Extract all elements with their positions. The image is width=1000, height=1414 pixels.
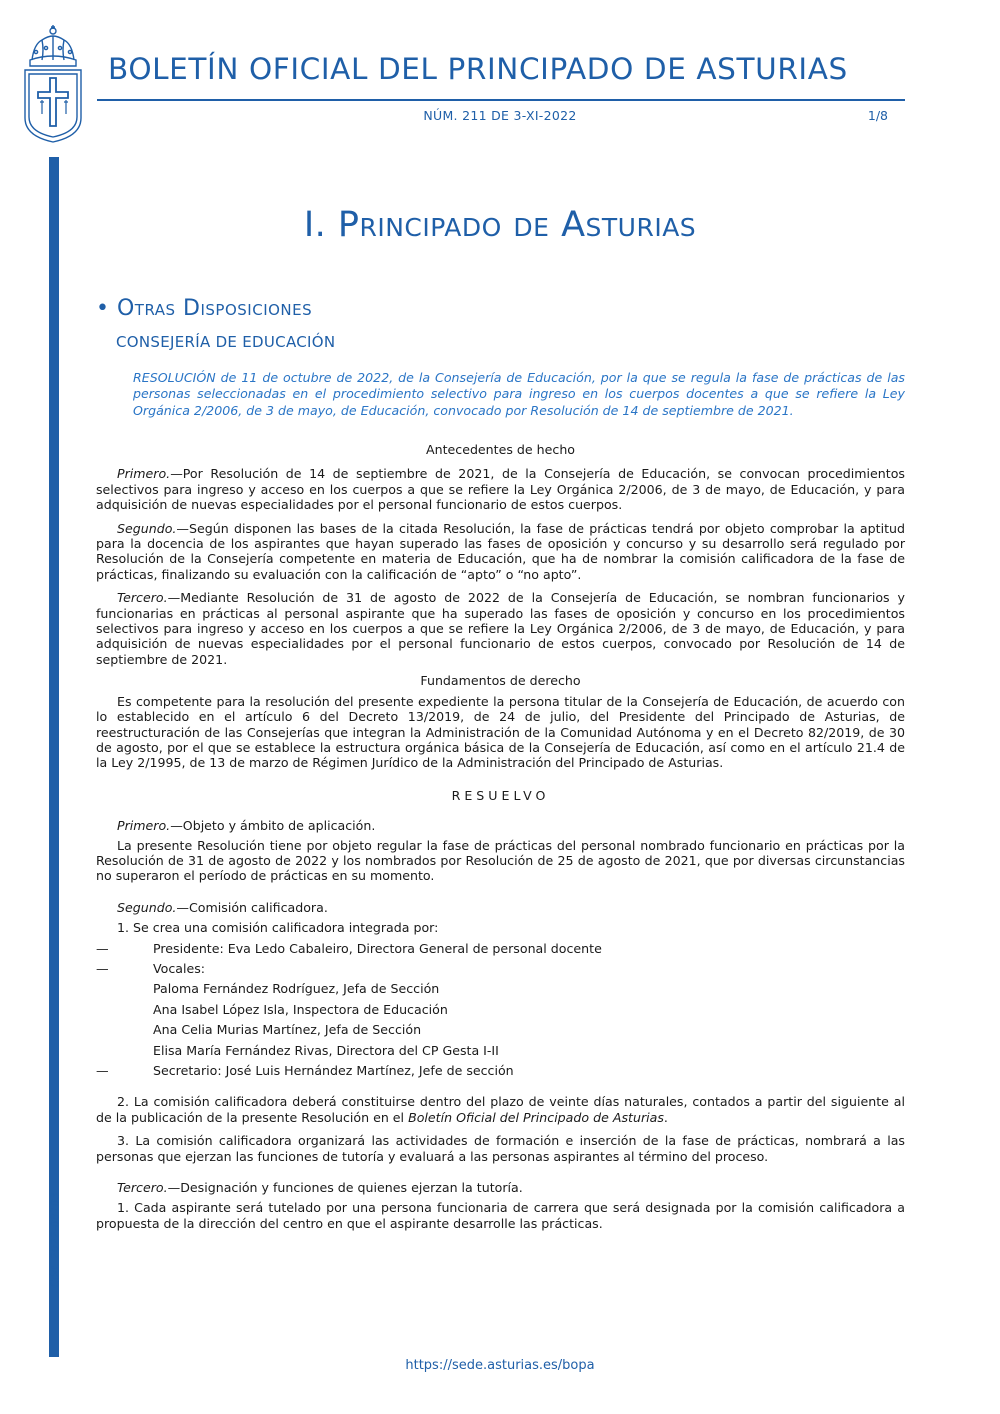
page-number: 1/8 (867, 108, 888, 123)
antecedentes-tercero: Tercero.—Mediante Resolución de 31 de agosto de 2022 de la Consejería de Educación, se nombran funcionarios y funcionarias en prácticas al personal aspirante que ha superado las fases de oposición y concurso en los procedimientos selectivos para ingreso y acceso en los cuerpos a que se refiere la Ley Orgánica 2/2006, de 3 de mayo, de Educación, y para adquisición de nuevas especialidades por el personal funcionario de estos cuerpos, convocado por Resolución de 14 de septiembre de 2021. (96, 590, 905, 667)
resuelvo-primero-title: Primero.—Objeto y ámbito de aplicación. (117, 818, 376, 834)
vocal-name: Ana Isabel López Isla, Inspectora de Educación (153, 1001, 448, 1017)
fundamentos-text: Es competente para la resolución del presente expediente la persona titular de la Consejería de Educación, de acuerdo con lo establecido en el artículo 6 del Decreto 13/2019, de 24 de julio, del Presidente del Principado de Asturias, de reestructuración de las Consejerías que integran la Administración de la Comunidad Autónoma y en el Decreto 82/2019, de 30 de agosto, por el que se establece la estructura orgánica básica de la Consejería de Educación, así como en el artículo 21.4 de la Ley 2/1995, de 13 de marzo de Régimen Jurídico de la Administración del Principado de Asturias. (96, 693, 905, 771)
header-divider (97, 99, 905, 101)
resuelvo-segundo-title: Segundo.—Comisión calificadora. (117, 899, 328, 915)
list-dash: — (96, 960, 109, 976)
asturias-coat-of-arms-icon (22, 22, 84, 144)
list-item-secretario: — Secretario: José Luis Hernández Martínez, Jefe de sección (96, 1063, 514, 1078)
resuelvo-primero-text: La presente Resolución tiene por objeto regular la fase de prácticas del personal nombrado funcionario en prácticas por la Resolución de 31 de agosto de 2022 y los nombrados por Resolución de 25 de agosto de 2021, que por diversas circunstancias no superaron el período de prácticas en su momento. (96, 837, 905, 884)
footer-link[interactable]: https://sede.asturias.es/bopa (405, 1358, 595, 1373)
list-dash: — (96, 940, 109, 956)
vocal-name: Elisa María Fernández Rivas, Directora del CP Gesta I-II (153, 1042, 499, 1058)
resolution-summary: RESOLUCIÓN de 11 de octubre de 2022, de la Consejería de Educación, por la que se regula la fase de prácticas de las personas seleccionadas en el procedimiento selectivo para ingreso en los cuerpos docentes a que se refiere la Ley Orgánica 2/2006, de 3 de mayo, de Educación, convocado por Resolución de 14 de septiembre de 2021. (133, 370, 905, 418)
resuelvo-segundo-p3: 3. La comisión calificadora organizará las actividades de formación e inserción de la fase de prácticas, nombrará a las personas que ejerzan las funciones de tutoría y evaluará a las personas aspirantes al término del proceso. (96, 1133, 905, 1164)
fundamentos-heading: Fundamentos de derecho (420, 673, 581, 689)
vocal-name: Paloma Fernández Rodríguez, Jefa de Sección (153, 981, 440, 997)
department-heading: CONSEJERÍA DE EDUCACIÓN (116, 333, 336, 351)
bulletin-title: BOLETÍN OFICIAL DEL PRINCIPADO DE ASTURIAS (108, 52, 848, 86)
section-title: I. Principado de Asturias (303, 205, 697, 245)
resuelvo-segundo-p1: 1. Se crea una comisión calificadora integrada por: (117, 920, 439, 936)
resuelvo-heading: RESUELVO (451, 787, 550, 803)
document-body (96, 442, 905, 1231)
antecedentes-primero: Primero.—Por Resolución de 14 de septiembre de 2021, de la Consejería de Educación, se convocan procedimientos selectivos para ingreso y acceso en los cuerpos a que se refiere la Ley Orgánica 2/2006, de 3 de mayo, de Educación, y para adquisición de nuevas especialidades por el personal funcionario de estos cuerpos. (96, 466, 905, 513)
resuelvo-tercero-title: Tercero.—Designación y funciones de quienes ejerzan la tutoría. (117, 1180, 523, 1196)
list-item-presidente: — Presidente: Eva Ledo Cabaleiro, Directora General de personal docente (96, 940, 602, 956)
document-code: Cód. 2022-08103 (48, 1192, 62, 1288)
issue-number: NÚM. 211 DE 3-XI-2022 (423, 108, 577, 123)
resuelvo-tercero-p1: 1. Cada aspirante será tutelado por una persona funcionaria de carrera que será designada por la comisión calificadora a propuesta de la dirección del centro en que el aspirante desarrolle las prácticas. (96, 1200, 905, 1231)
antecedentes-heading: Antecedentes de hecho (425, 442, 576, 457)
resuelvo-segundo-p2: 2. La comisión calificadora deberá constituirse dentro del plazo de veinte días naturales, contados a partir del siguiente al de la publicación de la presente Resolución en el Boletín Oficial del Principado de Asturias. (96, 1094, 905, 1125)
vocal-name: Ana Celia Murias Martínez, Jefa de Sección (153, 1022, 422, 1038)
antecedentes-segundo: Segundo.—Según disponen las bases de la citada Resolución, la fase de prácticas tendrá por objeto comprobar la aptitud para la docencia de los aspirantes que hayan superado las fases de oposición y concurso y su desarrollo será regulado por Resolución de la Consejería competente en materia de Educación, que ha de nombrar la comisión calificadora de la fase de prácticas, finalizando su evaluación con la calificación de “apto” o “no apto”. (96, 520, 905, 582)
subsection-heading: • Otras Disposiciones (96, 296, 313, 321)
left-margin-bar (49, 157, 59, 1357)
list-dash: — (96, 1063, 109, 1078)
list-item-vocales: — Vocales: (96, 960, 206, 976)
